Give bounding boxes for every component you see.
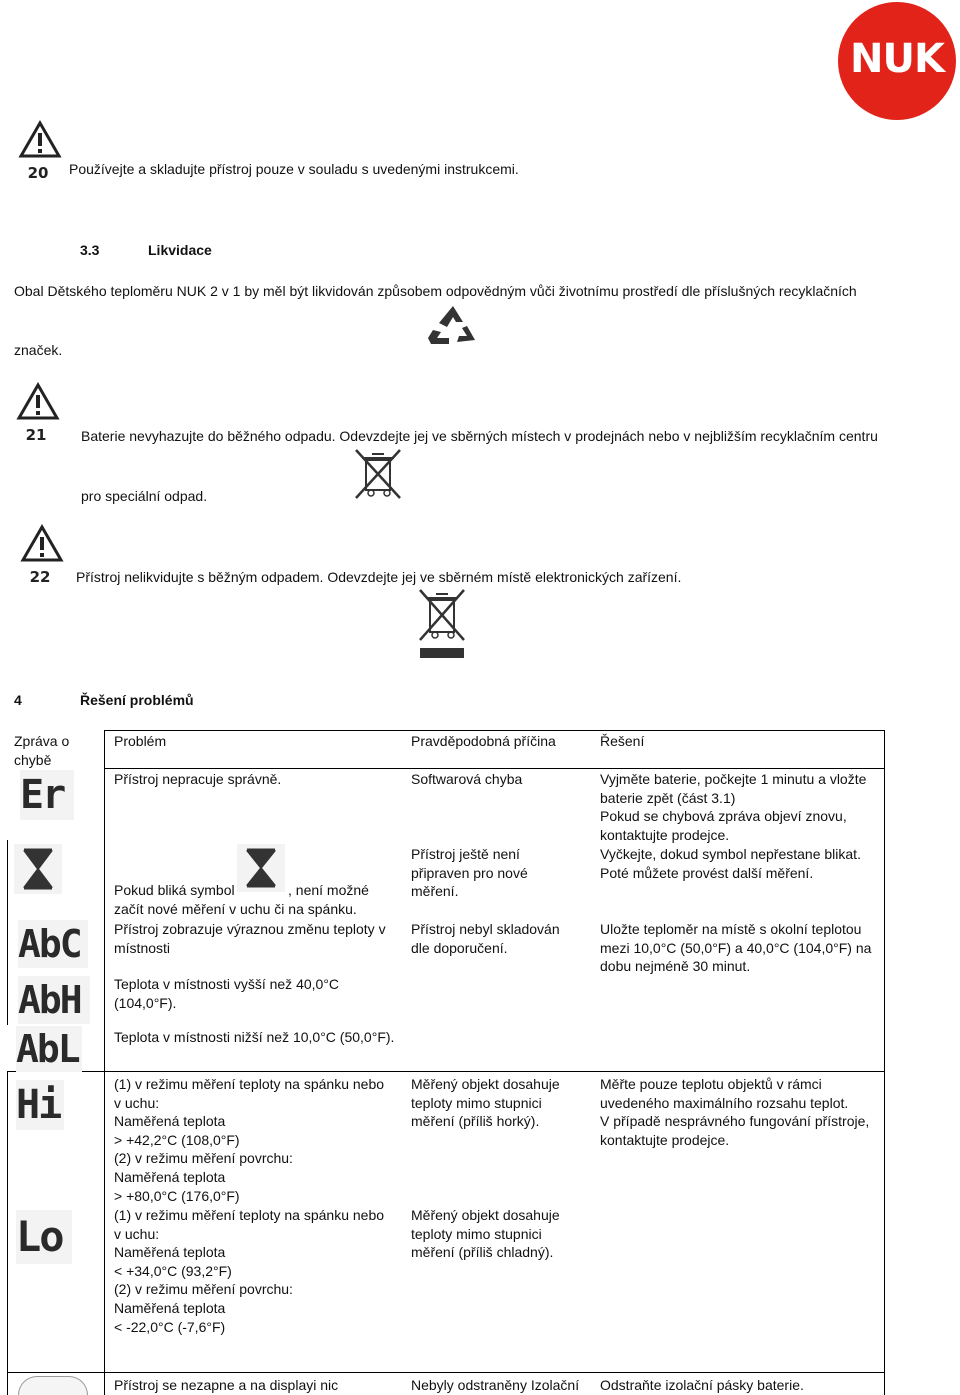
row2-problem-line2: začít nové měření v uchu či na spánku. (114, 901, 357, 917)
row2-problem-end: , není možné (288, 882, 369, 898)
header-cause: Pravděpodobná příčina (411, 733, 556, 749)
row4-cause-hi: Měřený objekt dosahuje teploty mimo stupnici měření (příliš horký). (411, 1076, 560, 1130)
blank-display-icon (18, 1376, 88, 1395)
table-border (7, 1372, 885, 1373)
crossed-bin-icon (416, 588, 468, 662)
row5-solution: Odstraňte izolační pásky baterie. (600, 1377, 804, 1393)
disposal-text-line1: Obal Dětského teploměru NUK 2 v 1 by měl být likvidován způsobem odpovědným vůči životnímu prostředí dle příslušných recyklačních (14, 283, 857, 299)
row1-cause: Softwarová chyba (411, 771, 523, 787)
disposal-text-line2: značek. (14, 342, 63, 358)
row5-problem: Přístroj se nezapne a na displayi nic (114, 1377, 339, 1393)
row4-cause-lo: Měřený objekt dosahuje teploty mimo stupnici měření (příliš chladný). (411, 1207, 560, 1261)
lcd-abl-icon: AbL (16, 1026, 82, 1072)
row5-cause: Nebyly odstraněny Izolační (411, 1377, 580, 1393)
row2-solution: Vyčkejte, dokud symbol nepřestane blikat. Poté můžete provést další měření. (600, 846, 861, 881)
crossed-bin-icon (350, 448, 406, 500)
table-border (7, 1071, 8, 1395)
lcd-lo-icon: Lo (16, 1210, 72, 1264)
battery-text-line2: pro speciální odpad. (81, 488, 208, 504)
lcd-hi-icon: Hi (16, 1080, 64, 1130)
section-4-title: Řešení problémů (80, 692, 194, 708)
header-problem: Problém (114, 733, 167, 749)
hourglass-icon (14, 844, 62, 894)
row4-problem-lo: (1) v režimu měření teploty na spánku nebo v uchu: Naměřená teplota < +34,0°C (93,2°F) (2) v režimu měření povrchu: Naměřená teplota < -22,0°C (-7,6°F) (114, 1207, 385, 1335)
usage-note: Používejte a skladujte přístroj pouze v souladu s uvedenými instrukcemi. (69, 161, 519, 177)
row3-problem-abl: Teplota v místnosti nižší než 10,0°C (50,0°F). (114, 1029, 395, 1045)
device-disposal-text: Přístroj nelikvidujte s běžným odpadem. Odevzdejte jej ve sběrném místě elektronických zařízení. (76, 569, 682, 585)
warning-icon-21 (16, 382, 60, 444)
row1-problem: Přístroj nepracuje správně. (114, 771, 282, 787)
row3-problem-abc: Přístroj zobrazuje výraznou změnu teploty v místnosti (114, 921, 386, 956)
warning-number: 21 (25, 426, 47, 444)
row3-cause: Přístroj nebyl skladován dle doporučení. (411, 921, 560, 956)
section-4-number: 4 (14, 692, 22, 708)
recycle-icon (425, 302, 481, 348)
row4-problem-hi: (1) v režimu měření teploty na spánku nebo v uchu: Naměřená teplota > +42,2°C (108,0°F) (2) v režimu měření povrchu: Naměřená teplota > +80,0°C (176,0°F) (114, 1076, 385, 1204)
table-border (104, 730, 885, 731)
header-solution: Řešení (600, 733, 645, 749)
header-error-message: Zpráva o chybě (14, 733, 70, 768)
lcd-abc-icon: AbC (18, 920, 88, 968)
lcd-abh-icon: AbH (18, 976, 90, 1024)
table-border (7, 840, 8, 1025)
row2-cause: Přístroj ještě není připraven pro nové měření. (411, 846, 528, 900)
row2-problem-start: Pokud bliká symbol (114, 882, 235, 898)
table-border (104, 730, 105, 1395)
hourglass-icon (237, 844, 285, 892)
nuk-logo (838, 2, 956, 120)
warning-icon-20 (18, 120, 62, 182)
warning-number: 22 (29, 568, 51, 586)
nuk-logo-text: NUK (850, 36, 944, 82)
row3-solution: Uložte teploměr na místě s okolní teplotou mezi 10,0°C (50,0°F) a 40,0°C (104,0°F) na dobu nejméně 30 minut. (600, 921, 872, 975)
row4-solution: Měřte pouze teplotu objektů v rámci uvedeného maximálního rozsahu teplot. V případě nesprávného fungování přístroje, kontaktujte prodejce. (600, 1076, 870, 1148)
table-border (7, 1071, 885, 1072)
battery-text-line1: Baterie nevyhazujte do běžného odpadu. Odevzdejte jej ve sběrných místech v prodejnách nebo v nejbližším recyklačním centru (81, 428, 878, 444)
section-3-3-number: 3.3 (80, 242, 100, 258)
warning-icon-22 (20, 524, 64, 586)
table-border (884, 730, 885, 1395)
lcd-er-icon: Er (20, 770, 74, 820)
row1-solution: Vyjměte baterie, počkejte 1 minutu a vložte baterie zpět (část 3.1) Pokud se chybová zpráva objeví znovu, kontaktujte prodejce. (600, 771, 867, 843)
table-border (104, 768, 885, 769)
warning-number: 20 (27, 164, 49, 182)
section-3-3-title: Likvidace (148, 242, 212, 258)
row3-problem-abh: Teplota v místnosti vyšší než 40,0°C (104,0°F). (114, 976, 340, 1011)
